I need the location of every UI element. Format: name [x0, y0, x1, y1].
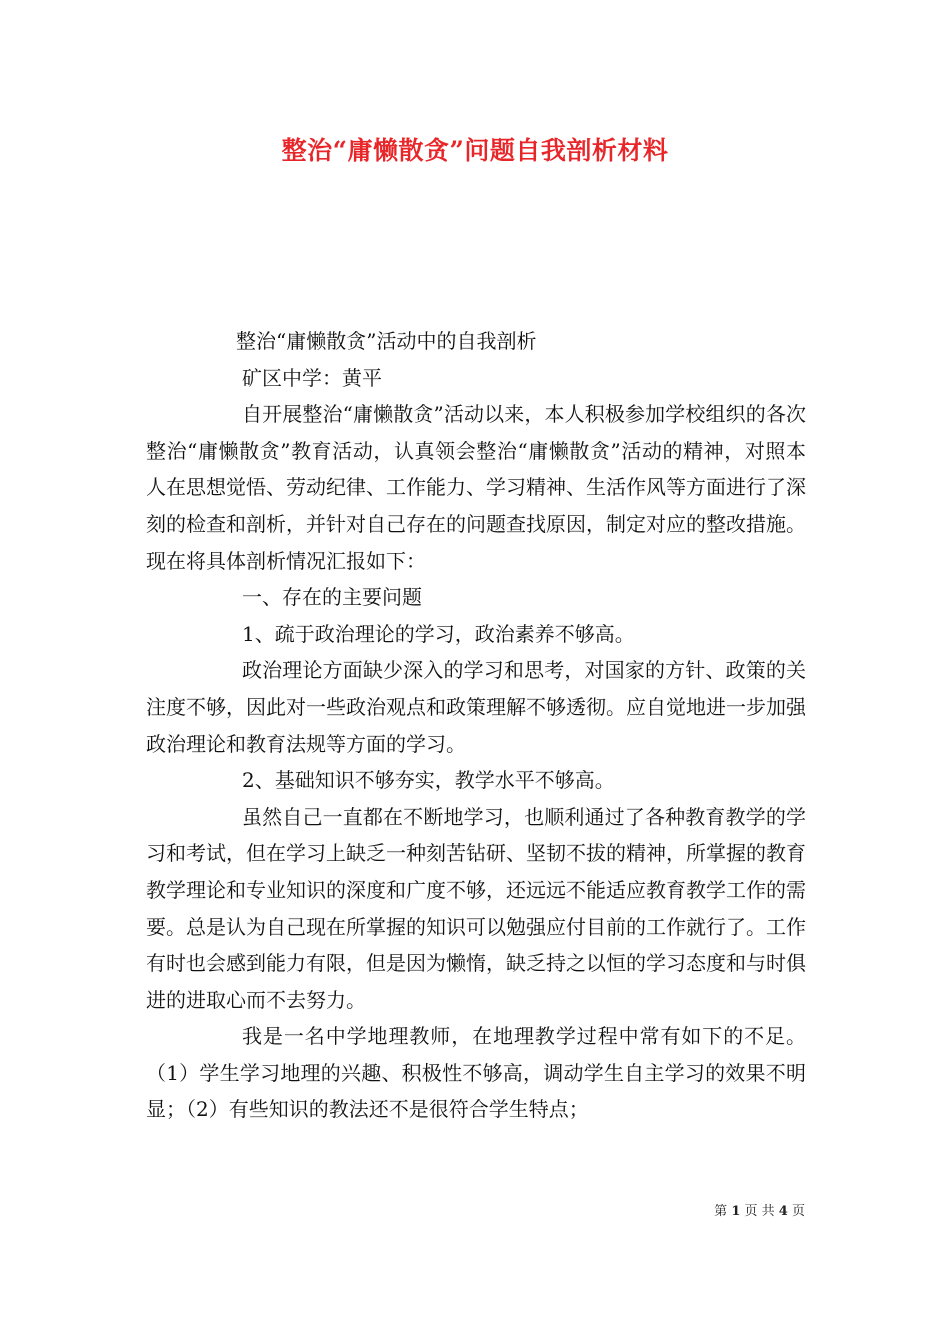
subtitle: 整治“庸懒散贪”活动中的自我剖析 [236, 329, 537, 353]
document-title: 整治“庸懒散贪”问题自我剖析材料 [281, 136, 669, 165]
intro-paragraph: 自开展整治“庸懒散贪”活动以来，本人积极参加学校组织的各次整治“庸懒散贪”教育活动，认真领会整治“庸懒散贪”活动的精神，对照本人在思想觉悟、劳动纪律、工作能力、学习精神、生活作风等方面进行了深刻的检查和剖析，并针对自己存在的问题查找原因，制定对应的整改措施。现在将具体剖析情况汇报如下： [146, 402, 806, 573]
item-paragraph: 政治理论方面缺少深入的学习和思考，对国家的方针、政策的关注度不够，因此对一些政治观点和政策理解不够透彻。应自觉地进一步加强政治理论和教育法规等方面的学习。 [146, 658, 806, 756]
section-heading: 一、存在的主要问题 [242, 585, 422, 610]
footer-middle: 页 共 [744, 1204, 775, 1219]
item-paragraph: 我是一名中学地理教师，在地理教学过程中常有如下的不足。（1）学生学习地理的兴趣、积极性不够高，调动学生自主学习的效果不明显；（2）有些知识的教法还不是很符合学生特点； [146, 1024, 806, 1122]
page-footer [714, 1203, 805, 1221]
item-heading: 2、基础知识不够夯实，教学水平不够高。 [242, 768, 615, 793]
footer-suffix: 页 [791, 1204, 805, 1219]
current-page-number: 1 [731, 1204, 741, 1219]
author-line: 矿区中学：黄平 [242, 365, 382, 390]
footer-prefix: 第 [714, 1204, 728, 1219]
total-page-number: 4 [778, 1204, 788, 1219]
item-heading: 1、疏于政治理论的学习，政治素养不够高。 [242, 621, 635, 646]
item-paragraph: 虽然自己一直都在不断地学习，也顺利通过了各种教育教学的学习和考试，但在学习上缺乏一种刻苦钻研、坚韧不拔的精神，所掌握的教育教学理论和专业知识的深度和广度不够，还远远不能适应教育教学工作的需要。总是认为自己现在所掌握的知识可以勉强应付目前的工作就行了。工作有时也会感到能力有限，但是因为懒惰，缺乏持之以恒的学习态度和与时俱进的进取心而不去努力。 [146, 804, 806, 1012]
document-body [146, 323, 806, 1128]
